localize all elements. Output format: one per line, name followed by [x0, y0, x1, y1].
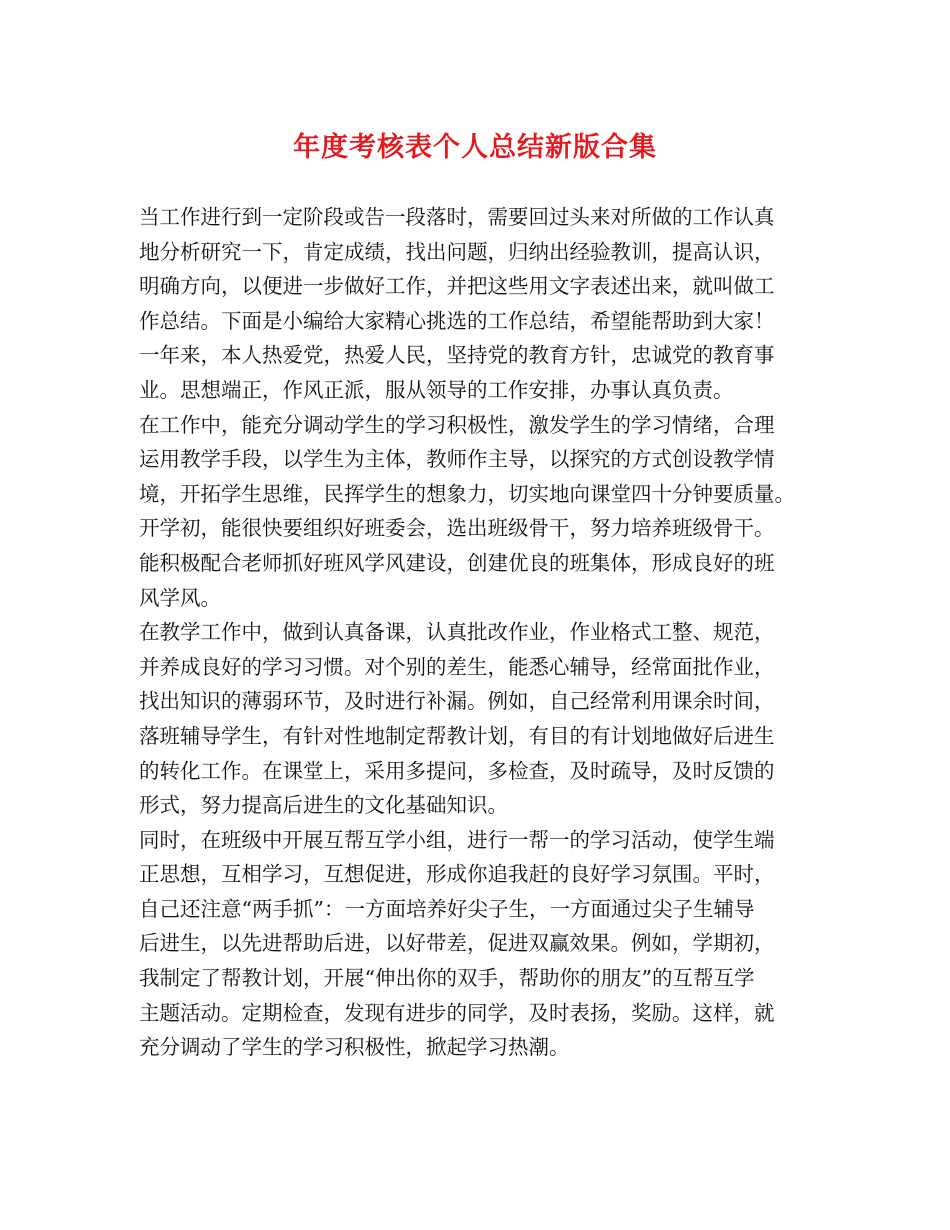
body-line: 主题活动。定期检查，发现有进步的同学，及时表扬，奖励。这样，就 — [139, 1000, 775, 1025]
body-line: 的转化工作。在课堂上，采用多提问，多检查，及时疏导，及时反馈的 — [139, 758, 775, 783]
body-line: 落班辅导学生，有针对性地制定帮教计划，有目的有计划地做好后进生 — [139, 723, 775, 748]
body-line: 后进生，以先进帮助后进，以好带差，促进双赢效果。例如，学期初， — [139, 931, 775, 956]
body-line: 当工作进行到一定阶段或告一段落时，需要回过头来对所做的工作认真 — [139, 205, 775, 229]
body-line: 同时，在班级中开展互帮互学小组，进行一帮一的学习活动，使学生端 — [139, 827, 775, 852]
body-line: 风学风。 — [139, 585, 221, 610]
document-title: 年度考核表个人总结新版合集 — [293, 132, 657, 163]
body-line: 作总结。下面是小编给大家精心挑选的工作总结，希望能帮助到大家！ — [139, 308, 775, 333]
body-line: 找出知识的薄弱环节，及时进行补漏。例如，自己经常利用课余时间， — [139, 689, 775, 714]
body-line: 并养成良好的学习习惯。对个别的差生，能悉心辅导，经常面批作业， — [139, 654, 775, 679]
document-body — [139, 200, 829, 1065]
body-line: 明确方向，以便进一步做好工作，并把这些用文字表述出来，就叫做工 — [139, 274, 775, 299]
body-line: 境，开拓学生思维，民挥学生的想象力，切实地向课堂四十分钟要质量。 — [139, 481, 795, 506]
body-line: 业。思想端正，作风正派，服从领导的工作安排，办事认真负责。 — [139, 377, 734, 402]
body-line: 正思想，互相学习，互想促进，形成你追我赶的良好学习氛围。平时， — [139, 862, 775, 887]
body-line: 自己还注意“两手抓”：一方面培养好尖子生，一方面通过尖子生辅导 — [139, 896, 755, 921]
body-line: 我制定了帮教计划，开展“伸出你的双手，帮助你的朋友”的互帮互学 — [139, 966, 755, 991]
body-line: 在教学工作中，做到认真备课，认真批改作业，作业格式工整、规范， — [139, 620, 775, 645]
body-line: 形式，努力提高后进生的文化基础知识。 — [139, 793, 508, 818]
body-line: 一年来，本人热爱党，热爱人民，坚持党的教育方针，忠诚党的教育事 — [139, 343, 775, 368]
body-line: 能积极配合老师抓好班风学风建设，创建优良的班集体，形成良好的班 — [139, 550, 775, 575]
body-line: 充分调动了学生的学习积极性，掀起学习热潮。 — [139, 1035, 570, 1060]
body-line: 地分析研究一下，肯定成绩，找出问题，归纳出经验教训，提高认识， — [139, 239, 775, 264]
body-line: 运用教学手段，以学生为主体，教师作主导，以探究的方式创设教学情 — [139, 447, 775, 472]
body-line: 开学初，能很快要组织好班委会，选出班级骨干，努力培养班级骨干。 — [139, 516, 775, 541]
body-line: 在工作中，能充分调动学生的学习积极性，激发学生的学习情绪，合理 — [139, 412, 775, 437]
